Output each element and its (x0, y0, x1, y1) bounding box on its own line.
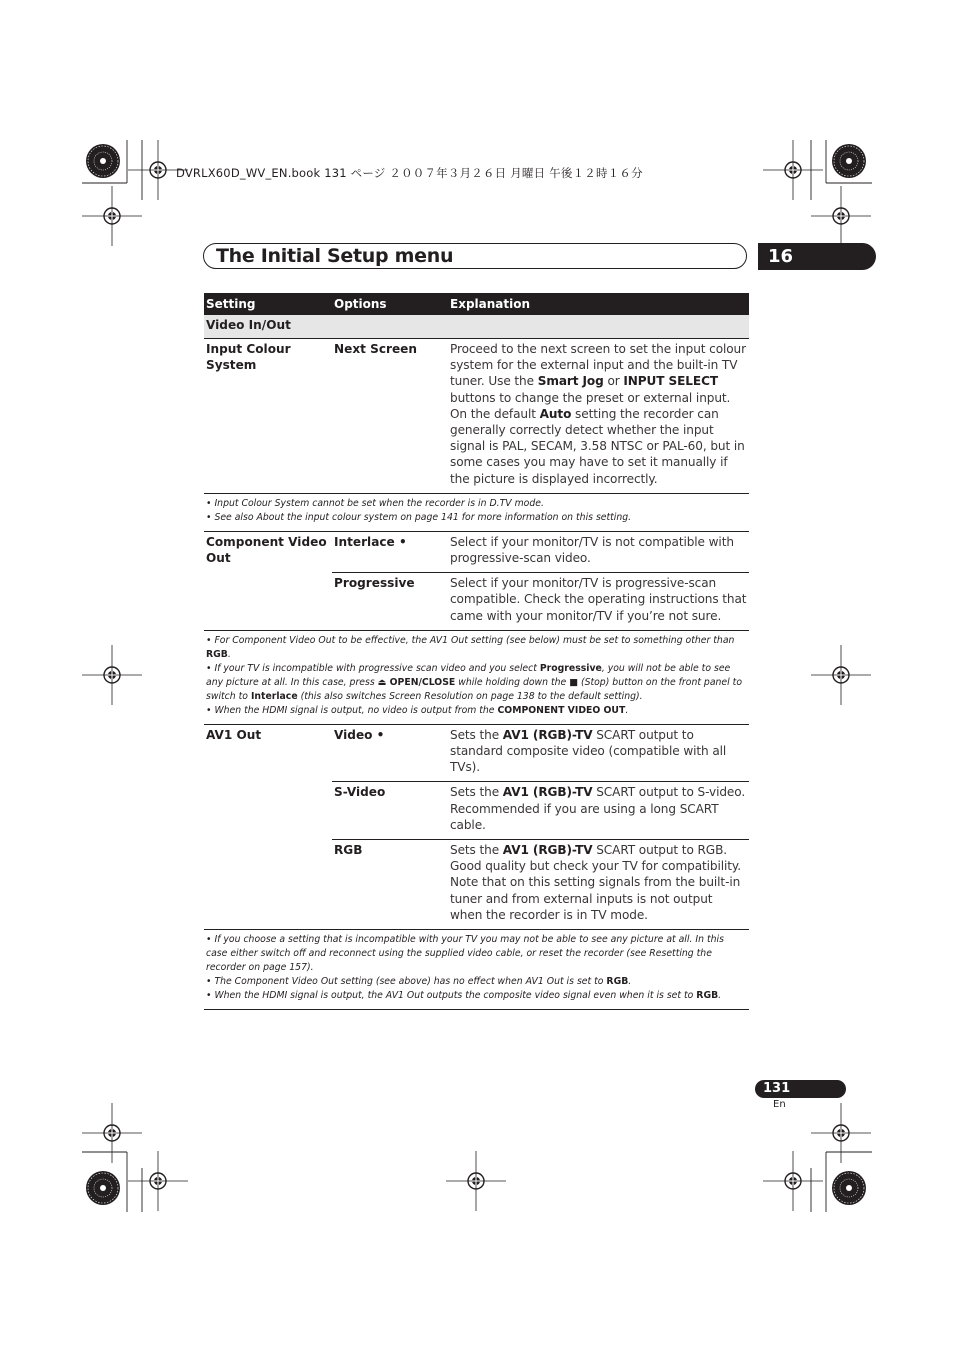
notes (204, 493, 749, 531)
notes (204, 630, 749, 724)
chapter-number: 16 (768, 246, 794, 267)
page-number: 131 (763, 1081, 791, 1096)
table-row (204, 724, 749, 782)
option-name: Next Screen (332, 339, 448, 494)
note-item: • The Component Video Out setting (see above) has no effect when AV1 Out is set to RGB. (206, 976, 632, 988)
option-explanation: Select if your monitor/TV is not compatible with progressive-scan video. (448, 531, 749, 572)
header-options: Options (332, 293, 448, 315)
option-name: RGB (332, 840, 448, 930)
note-item: • When the HDMI signal is output, no video is output from the COMPONENT VIDEO OUT. (206, 704, 629, 716)
registration-mark-icon (128, 1151, 188, 1211)
registration-mark-icon (82, 645, 142, 705)
registration-mark-icon (811, 645, 871, 705)
settings-table (204, 293, 749, 1010)
registration-mark-icon (446, 1151, 506, 1211)
setting-name: AV1 Out (204, 724, 332, 929)
registration-mark-icon (82, 1103, 142, 1163)
note-item: • For Component Video Out to be effective, the AV1 Out setting (see below) must be set to something other than RGB. (206, 634, 735, 660)
registration-mark-icon (811, 186, 871, 246)
registration-mark-icon (811, 1103, 871, 1163)
option-name: Interlace • (332, 531, 448, 572)
header-setting: Setting (204, 293, 332, 315)
option-name: Video • (332, 724, 448, 782)
table-row (204, 339, 749, 494)
starburst-target-icon (86, 1171, 120, 1205)
page-title: The Initial Setup menu (216, 245, 454, 267)
option-name: Progressive (332, 573, 448, 631)
option-explanation: Sets the AV1 (RGB)-TV SCART output to standard composite video (compatible with all TVs). (448, 724, 749, 782)
setting-name: Input Colour System (204, 339, 332, 494)
starburst-target-icon (86, 144, 120, 178)
option-explanation: Select if your monitor/TV is progressive-scan compatible. Check the operating instructions that came with your monitor/TV if you’re not sure. (448, 573, 749, 631)
note-item: • If you choose a setting that is incompatible with your TV you may not be able to see any picture at all. In this case either switch off and reconnect using the supplied video cable, or reset the recorder (see Resetting the recorder on page 157). (206, 934, 724, 974)
table-header-row (204, 293, 749, 315)
notes (204, 930, 749, 1010)
option-name: S-Video (332, 782, 448, 840)
note-item: • If your TV is incompatible with progressive scan video and you select Progressive, you will not be able to see any picture at all. In this case, press ⏏ OPEN/CLOSE while holding down the ■ (Stop) button on the front panel to switch to Interlace (this also switches Screen Resolution on page 138 to the default setting). (206, 662, 743, 702)
option-explanation: Proceed to the next screen to set the input colour system for the external input and the built-in TV tuner. Use the Smart Jog or INPUT SELECT buttons to change the preset or external input. On the default Auto setting the recorder can generally correctly detect whether the input signal is PAL, SECAM, 3.58 NTSC or PAL-60, but in some cases you may have to set it manually if the picture is displayed incorrectly. (448, 339, 749, 494)
print-info-line: DVRLX60D_WV_EN.book 131 ページ ２００７年３月２６日 月曜日 午後１２時１６分 (176, 166, 643, 180)
note-item: • Input Colour System cannot be set when the recorder is in D.TV mode. (206, 497, 544, 509)
note-row (204, 630, 749, 724)
registration-mark-icon (763, 140, 823, 200)
note-row (204, 493, 749, 531)
starburst-target-icon (832, 1171, 866, 1205)
option-explanation: Sets the AV1 (RGB)-TV SCART output to RGB. Good quality but check your TV for compatibility. Note that on this setting signals from the built-in tuner and from external inputs is not output when the recorder is in TV mode. (448, 840, 749, 930)
starburst-target-icon (832, 144, 866, 178)
note-item: • When the HDMI signal is output, the AV1 Out outputs the composite video signal even when it is set to RGB. (206, 990, 722, 1002)
setting-name: Component Video Out (204, 531, 332, 630)
registration-mark-icon (82, 186, 142, 246)
option-explanation: Sets the AV1 (RGB)-TV SCART output to S-video. Recommended if you are using a long SCART cable. (448, 782, 749, 840)
section-title: Video In/Out (204, 315, 749, 339)
note-row (204, 930, 749, 1010)
note-item: • See also About the input colour system on page 141 for more information on this setting. (206, 511, 632, 523)
section-row (204, 315, 749, 339)
registration-mark-icon (763, 1151, 823, 1211)
page-language: En (773, 1099, 786, 1110)
header-explanation: Explanation (448, 293, 749, 315)
table-row (204, 531, 749, 572)
